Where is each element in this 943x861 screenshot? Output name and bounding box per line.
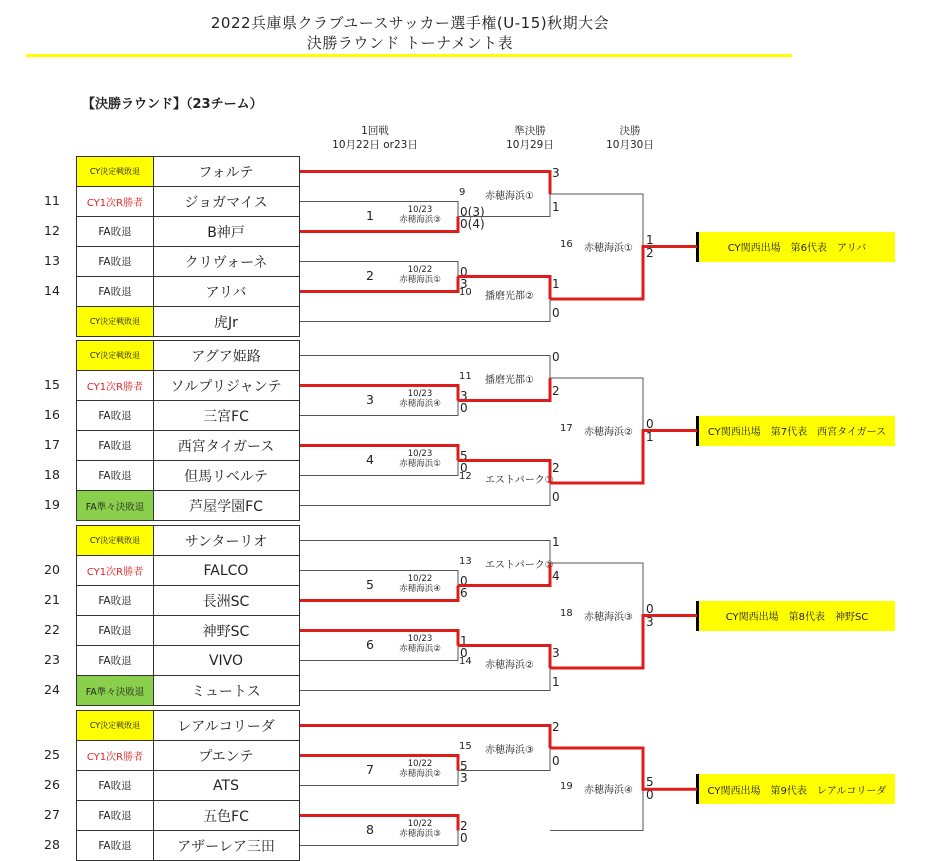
final-match-venue: 赤穂海浜① — [584, 242, 633, 254]
team-name: 虎Jr — [214, 314, 238, 331]
score-m2-top: 0 — [460, 264, 468, 279]
seed-number: 15 — [44, 377, 60, 392]
team-name: VIVO — [208, 652, 244, 669]
team-name: 芦屋学園FC — [189, 498, 263, 515]
qualification-label: CY決定戦敗退 — [77, 307, 154, 336]
match-1-bracket — [300, 571, 458, 601]
score-sb-bot: 0 — [552, 305, 560, 320]
score-m2-bot: 0 — [460, 830, 468, 845]
semi-b-winner-line — [458, 646, 550, 669]
semi-a-winner-line — [458, 378, 550, 401]
team-name: クリヴォーネ — [184, 254, 268, 271]
qualification-label: FA敗退 — [77, 277, 154, 306]
final-bracket — [550, 378, 643, 483]
seed-number: 25 — [44, 747, 60, 762]
match-date: 10/23 — [407, 388, 433, 399]
score-f-top: 1 — [646, 232, 654, 247]
score-m2-bot: 3 — [460, 276, 468, 291]
section-title: 【決勝ラウンド】（23チーム） — [82, 97, 263, 112]
seed-number: 22 — [44, 622, 60, 637]
score-sb-r1w: 3 — [552, 645, 560, 660]
seed-number: 26 — [44, 777, 60, 792]
team-name: アリバ — [205, 284, 247, 301]
match-number: 8 — [366, 821, 374, 837]
header-r1-date: 10月22日 or23日 — [332, 139, 418, 151]
match-number: 2 — [366, 267, 374, 283]
final-bracket — [550, 194, 643, 299]
score-m2-bot: 0 — [460, 460, 468, 475]
seed-number: 17 — [44, 437, 60, 452]
score-f-top: 0 — [646, 416, 654, 431]
semi-a-bracket — [300, 172, 550, 217]
qualification-label: FA準々決敗退 — [77, 491, 154, 520]
match-1-bracket — [300, 386, 458, 416]
team-name: アザーレア三田 — [177, 838, 275, 855]
score-m1-bot: 0(4) — [460, 216, 485, 231]
qualification-label: CY決定戦敗退 — [77, 341, 154, 370]
match-2-bracket — [300, 816, 458, 846]
score-m2-top: 2 — [460, 818, 468, 833]
qualification-label: CY1次R勝者 — [77, 741, 154, 770]
semi-b-winner-line — [458, 461, 550, 484]
header-sf-label: 準決勝 — [514, 125, 546, 137]
match-date: 10/23 — [407, 204, 433, 215]
match-venue: 赤穂海浜① — [399, 274, 441, 285]
score-sa-r1w: 1 — [552, 199, 560, 214]
score-sa-top: 2 — [552, 719, 560, 734]
qualification-label: CY決定戦敗退 — [77, 157, 154, 186]
match-number: 7 — [366, 761, 374, 777]
semi-number: 11 — [459, 370, 472, 382]
title-line-2: 決勝ラウンド トーナメント表 — [306, 34, 514, 52]
semi-venue: 赤穂海浜① — [485, 190, 534, 202]
semi-b-winner-line — [458, 277, 550, 300]
semi-number: 9 — [459, 186, 466, 198]
semi-venue: 赤穂海浜② — [485, 659, 534, 671]
score-m1-top: 0 — [460, 573, 468, 588]
qualification-label: FA敗退 — [77, 586, 154, 615]
match-date: 10/22 — [407, 264, 433, 275]
match-date: 10/22 — [407, 573, 433, 584]
score-sa-r1w: 0 — [552, 753, 560, 768]
team-name: ミュートス — [191, 683, 261, 700]
semi-venue: エストパーク② — [485, 559, 554, 571]
semi-a-bracket — [300, 356, 550, 401]
qualified-team-label: CY関西出場 第6代表 アリバ — [699, 232, 895, 262]
header-final-label: 決勝 — [619, 125, 641, 137]
header-sf-date: 10月29日 — [506, 139, 554, 151]
qualification-label: FA準々決敗退 — [77, 676, 154, 705]
semi-b-bracket — [300, 643, 550, 691]
semi-number: 12 — [459, 470, 472, 482]
match-1-bracket — [300, 756, 458, 786]
seed-number: 12 — [44, 223, 60, 238]
qualification-label: CY決定戦敗退 — [77, 711, 154, 740]
final-bracket — [550, 563, 643, 668]
seed-number: 18 — [44, 467, 60, 482]
seed-number: 24 — [44, 682, 60, 697]
score-m1-bot: 3 — [460, 770, 468, 785]
qualification-label: CY1次R勝者 — [77, 556, 154, 585]
semi-number: 10 — [459, 286, 472, 298]
semi-a-bracket — [300, 726, 550, 771]
seed-number: 27 — [44, 807, 60, 822]
semi-number: 13 — [459, 555, 472, 567]
match-1-winner-line — [300, 756, 458, 771]
qualification-label: FA敗退 — [77, 431, 154, 460]
final-winner-line — [550, 616, 697, 669]
score-m1-top: 3 — [460, 388, 468, 403]
seed-number: 21 — [44, 592, 60, 607]
team-name: ジョガマイス — [184, 194, 268, 211]
final-match-number: 19 — [560, 781, 573, 793]
qualification-label: FA敗退 — [77, 616, 154, 645]
team-name: B神戸 — [207, 224, 245, 241]
team-name: レアルコリーダ — [177, 718, 275, 735]
header-r1-label: 1回戦 — [361, 125, 389, 137]
qualification-label: FA敗退 — [77, 461, 154, 490]
match-number: 1 — [366, 207, 374, 223]
score-m2-bot: 0 — [460, 645, 468, 660]
qualification-label: FA敗退 — [77, 646, 154, 675]
match-number: 4 — [366, 451, 374, 467]
score-f-bot: 3 — [646, 614, 654, 629]
match-venue: 赤穂海浜② — [399, 643, 441, 654]
final-match-number: 17 — [560, 422, 573, 434]
match-2-bracket — [300, 631, 458, 661]
score-f-top: 0 — [646, 601, 654, 616]
qualification-label: FA敗退 — [77, 831, 154, 860]
score-f-bot: 2 — [646, 245, 654, 260]
match-date: 10/23 — [407, 633, 433, 644]
final-match-number: 18 — [560, 607, 573, 619]
final-match-number: 16 — [560, 238, 573, 250]
seed-number: 14 — [44, 283, 60, 298]
match-2-winner-line — [300, 446, 458, 461]
qualified-team-label: CY関西出場 第9代表 レアルコリーダ — [699, 774, 895, 804]
score-sb-r1w: 2 — [552, 460, 560, 475]
match-number: 3 — [366, 391, 374, 407]
semi-venue: 赤穂海浜③ — [485, 744, 534, 756]
semi-a-winner-line — [300, 172, 550, 195]
qualified-team-label: CY関西出場 第7代表 西宮タイガース — [699, 416, 895, 446]
score-f-bot: 0 — [646, 788, 654, 803]
semi-a-bracket — [300, 541, 550, 586]
score-sa-top: 3 — [552, 165, 560, 180]
score-sb-bot: 1 — [552, 674, 560, 689]
match-2-winner-line — [300, 816, 458, 831]
final-match-venue: 赤穂海浜② — [584, 426, 633, 438]
seed-number: 28 — [44, 837, 60, 852]
score-sb-bot: 0 — [552, 489, 560, 504]
score-m2-top: 5 — [460, 448, 468, 463]
final-match-venue: 赤穂海浜④ — [584, 785, 633, 797]
team-name: 五色FC — [203, 808, 249, 825]
score-sa-top: 1 — [552, 534, 560, 549]
semi-b-bracket — [300, 274, 550, 322]
team-name: ATS — [213, 777, 239, 794]
final-match-venue: 赤穂海浜③ — [584, 611, 633, 623]
header-final-date: 10月30日 — [606, 139, 654, 151]
semi-a-winner-line — [300, 726, 550, 749]
seed-number: 23 — [44, 652, 60, 667]
team-name: 西宮タイガース — [177, 438, 275, 455]
qualification-label: FA敗退 — [77, 801, 154, 830]
score-sa-r1w: 2 — [552, 383, 560, 398]
team-name: プエンテ — [198, 748, 254, 765]
match-date: 10/23 — [407, 448, 433, 459]
team-name: サンターリオ — [184, 533, 268, 550]
match-venue: 赤穂海浜① — [399, 458, 441, 469]
qualification-label: CY1次R勝者 — [77, 187, 154, 216]
match-1-bracket — [300, 202, 458, 232]
semi-a-winner-line — [458, 563, 550, 586]
qualification-label: FA敗退 — [77, 401, 154, 430]
match-date: 10/22 — [407, 818, 433, 829]
match-2-winner-line — [300, 631, 458, 646]
semi-venue: エストパーク① — [485, 474, 554, 486]
match-1-winner-line — [300, 214, 458, 232]
team-name: 但馬リベルテ — [184, 468, 268, 485]
match-date: 10/22 — [407, 758, 433, 769]
match-2-bracket — [300, 446, 458, 476]
qualification-label: FA敗退 — [77, 771, 154, 800]
score-f-bot: 1 — [646, 429, 654, 444]
match-venue: 赤穂海浜④ — [399, 583, 441, 594]
match-2-winner-line — [300, 274, 458, 292]
team-name: 神野SC — [202, 623, 250, 640]
score-sb-r1w: 1 — [552, 276, 560, 291]
score-m1-bot: 0 — [460, 400, 468, 415]
qualification-label: CY決定戦敗退 — [77, 526, 154, 555]
final-winner-line — [550, 748, 697, 789]
title-line-1: 2022兵庫県クラブユースサッカー選手権(U-15)秋期大会 — [210, 14, 610, 32]
team-name: ソルプリジャンテ — [170, 378, 282, 395]
match-1-winner-line — [300, 583, 458, 601]
match-1-winner-line — [300, 386, 458, 401]
semi-number: 15 — [459, 740, 472, 752]
score-f-top: 5 — [646, 775, 654, 790]
match-number: 6 — [366, 636, 374, 652]
score-sa-r1w: 4 — [552, 568, 560, 583]
seed-number: 16 — [44, 407, 60, 422]
score-m2-top: 1 — [460, 633, 468, 648]
qualification-label: FA敗退 — [77, 217, 154, 246]
final-winner-line — [550, 431, 697, 484]
score-m1-bot: 6 — [460, 585, 468, 600]
seed-number: 11 — [44, 193, 60, 208]
semi-number: 14 — [459, 655, 472, 667]
match-venue: 赤穂海浜② — [399, 768, 441, 779]
semi-b-bracket — [300, 458, 550, 506]
score-m1-top: 5 — [460, 758, 468, 773]
match-venue: 赤穂海浜③ — [399, 214, 441, 225]
match-2-bracket — [300, 262, 458, 292]
seed-number: 20 — [44, 562, 60, 577]
seed-number: 19 — [44, 497, 60, 512]
team-name: 長洲SC — [202, 593, 250, 610]
qualification-label: CY1次R勝者 — [77, 371, 154, 400]
final-winner-line — [550, 247, 697, 300]
seed-number: 13 — [44, 253, 60, 268]
team-name: アグア姫路 — [191, 348, 261, 365]
semi-venue: 播磨光都① — [485, 374, 534, 386]
score-sa-top: 0 — [552, 349, 560, 364]
team-name: フォルテ — [198, 164, 254, 181]
match-venue: 赤穂海浜④ — [399, 398, 441, 409]
score-m1-top: 0(3) — [460, 204, 485, 219]
team-name: 三宮FC — [203, 408, 249, 425]
match-number: 5 — [366, 576, 374, 592]
final-bracket — [550, 748, 643, 831]
qualified-team-label: CY関西出場 第8代表 神野SC — [699, 601, 895, 631]
qualification-label: FA敗退 — [77, 247, 154, 276]
semi-venue: 播磨光都② — [485, 290, 534, 302]
match-venue: 赤穂海浜③ — [399, 828, 441, 839]
team-name: FALCO — [203, 562, 249, 579]
